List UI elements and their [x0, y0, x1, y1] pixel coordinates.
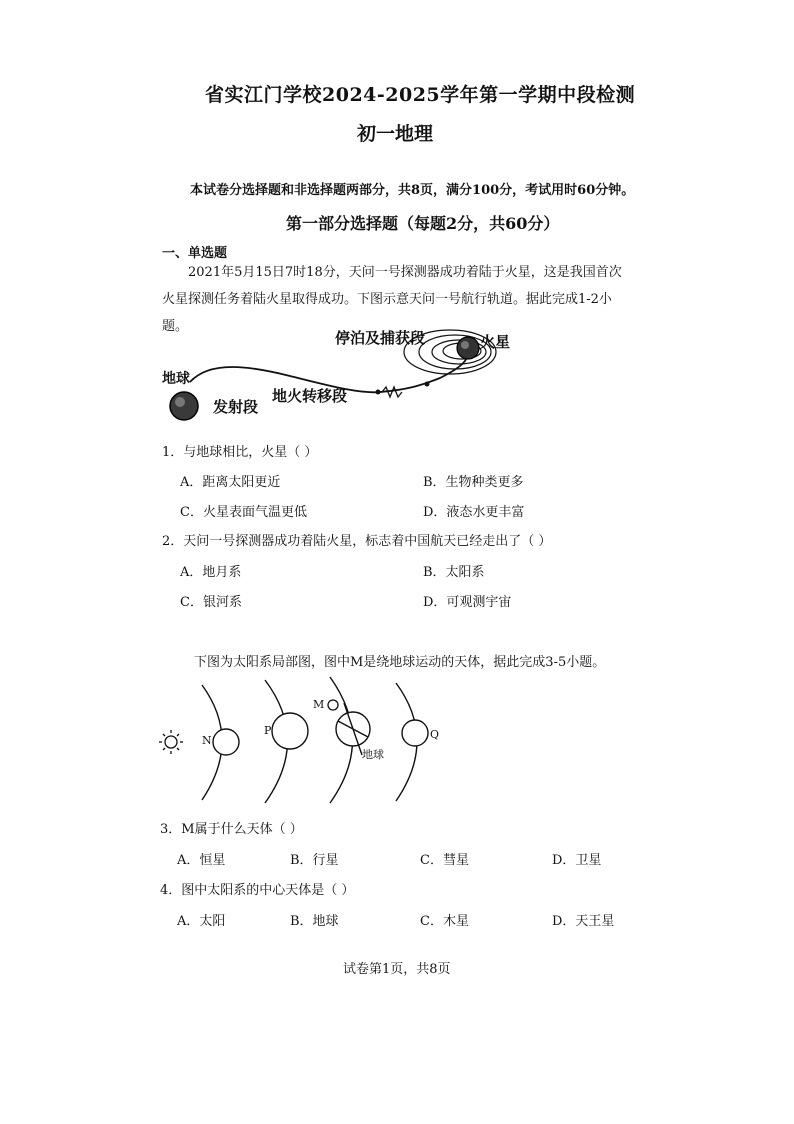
passage-solar-system: 下图为太阳系局部图，图中M是绕地球运动的天体，据此完成3-5小题。 [194, 655, 606, 670]
page-footer: 试卷第1页，共8页 [343, 962, 451, 977]
mars-globe-texture [461, 341, 469, 349]
orbit-point [425, 382, 430, 387]
question-3-option-c[interactable]: C．彗星 [420, 853, 469, 868]
question-1-option-a[interactable]: A．距离太阳更近 [180, 475, 281, 490]
question-4-option-c[interactable]: C．木星 [420, 914, 469, 929]
label-earth: 地球 [162, 371, 190, 387]
question-4-option-b[interactable]: B．地球 [290, 914, 339, 929]
label-mars: 火星 [480, 333, 511, 351]
section-single-choice: 一、单选题 [162, 246, 228, 261]
question-2-option-d[interactable]: D．可观测宇宙 [423, 595, 512, 610]
mars-globe [457, 337, 479, 359]
orbit-point [376, 390, 381, 395]
question-3-option-b[interactable]: B．行星 [290, 853, 339, 868]
question-3-stem: 3．M属于什么天体（ ） [160, 822, 303, 837]
label-q: Q [430, 728, 440, 741]
label-transfer-segment: 地火转移段 [272, 387, 348, 405]
moon-m [328, 700, 338, 710]
label-parking-segment: 停泊及捕获段 [335, 329, 426, 347]
question-2-option-b[interactable]: B．太阳系 [423, 565, 485, 580]
question-3-option-d[interactable]: D．卫星 [552, 853, 602, 868]
question-4-option-d[interactable]: D．天王星 [552, 914, 615, 929]
passage-tianwen: 2021年5月15日7时18分，天问一号探测器成功着陆于火星，这是我国首次火星探测任务着陆火星取得成功。下图示意天问一号航行轨道。据此完成1-2小题。 [162, 265, 622, 334]
question-2-stem: 2．天问一号探测器成功着陆火星，标志着中国航天已经走出了（ ） [162, 534, 552, 549]
sun-icon [159, 730, 183, 754]
planet-n [213, 729, 239, 755]
earth-globe [170, 392, 198, 420]
question-2-option-a[interactable]: A．地月系 [180, 565, 242, 580]
planet-p [272, 713, 308, 749]
label-earth-small: 地球 [362, 748, 384, 761]
question-2-option-c[interactable]: C．银河系 [180, 595, 242, 610]
exam-title: 省实江门学校2024-2025学年第一学期中段检测 [205, 84, 636, 106]
planet-q [402, 720, 428, 746]
question-3-option-a[interactable]: A．恒星 [177, 853, 226, 868]
label-m: M [313, 698, 325, 711]
question-4-option-a[interactable]: A．太阳 [177, 914, 226, 929]
earth-globe-texture [175, 397, 185, 407]
question-1-option-d[interactable]: D．液态水更丰富 [423, 505, 525, 520]
part1-heading: 第一部分选择题（每题2分，共60分） [286, 214, 560, 233]
label-launch-segment: 发射段 [213, 398, 259, 416]
label-p: P [264, 724, 272, 737]
label-n: N [202, 734, 212, 747]
question-1-option-c[interactable]: C．火星表面气温更低 [180, 505, 307, 520]
exam-subtitle: 初一地理 [357, 123, 434, 145]
question-4-stem: 4．图中太阳系的中心天体是（ ） [160, 883, 355, 898]
question-1-option-b[interactable]: B．生物种类更多 [423, 475, 524, 490]
solar-system-figure [150, 675, 460, 805]
exam-note: 本试卷分选择题和非选择题两部分，共8页，满分100分，考试用时60分钟。 [190, 183, 635, 198]
question-1-stem: 1．与地球相比，火星（ ） [162, 445, 318, 460]
